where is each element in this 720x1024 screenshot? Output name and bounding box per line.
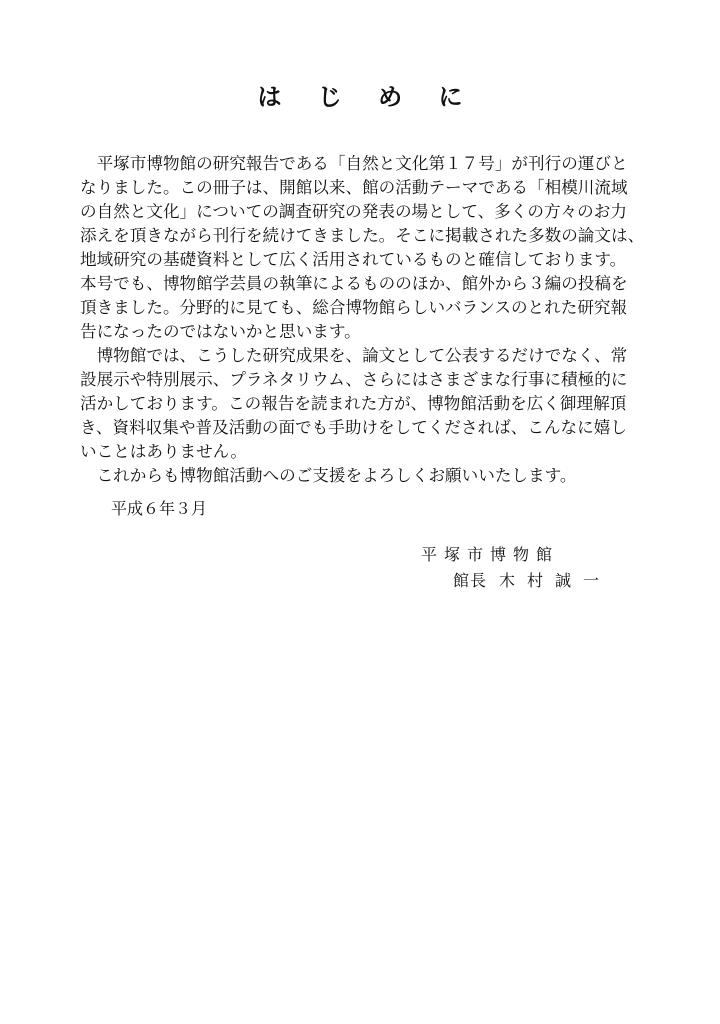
body-text [80, 152, 645, 488]
body-line: の自然と文化」についての調査研究の発表の場として、多くの方々のお力 [80, 202, 627, 221]
body-line: 添えを頂きながら刊行を続けてきました。そこに掲載された多数の論文は、 [80, 226, 645, 245]
body-line: 地域研究の基礎資料として広く活用されているものと確信しております。 [80, 250, 627, 269]
body-line: これからも博物館活動へのご支援をよろしくお願いいたします。 [80, 466, 577, 485]
organization-name: 平塚市博物館 [421, 545, 560, 564]
body-line: なりました。この冊子は、開館以来、館の活動テーマである「相模川流域 [80, 178, 628, 197]
director-signature [453, 570, 611, 592]
body-line: 設展示や特別展示、プラネタリウム、さらにはさまざまな行事に積極的に [80, 370, 628, 389]
body-line: 告になったのではないかと思います。 [80, 322, 361, 341]
body-line: き、資料収集や普及活動の面でも手助けをしてくだされば、こんなに嬉し [80, 418, 627, 437]
director-title: 館長 [453, 571, 488, 590]
body-line: 博物館では、こうした研究成果を、論文として公表するだけでなく、常 [80, 346, 628, 365]
body-line: 頂きました。分野的に見ても、総合博物館らしいバランスのとれた研究報 [80, 298, 628, 317]
date-line: 平成６年３月 [111, 499, 208, 518]
body-line: 平塚市博物館の研究報告である「自然と文化第１７号」が刊行の運びと [80, 154, 628, 173]
body-line: いことはありません。 [80, 442, 247, 461]
page-title: は じ め に [257, 83, 477, 111]
body-line: 活かしております。この報告を読まれた方が、博物館活動を広く御理解頂 [80, 394, 627, 413]
body-line: 本号でも、博物館学芸員の執筆によるもののほか、館外から３編の投稿を [80, 274, 628, 293]
director-name: 木村誠一 [499, 571, 612, 590]
